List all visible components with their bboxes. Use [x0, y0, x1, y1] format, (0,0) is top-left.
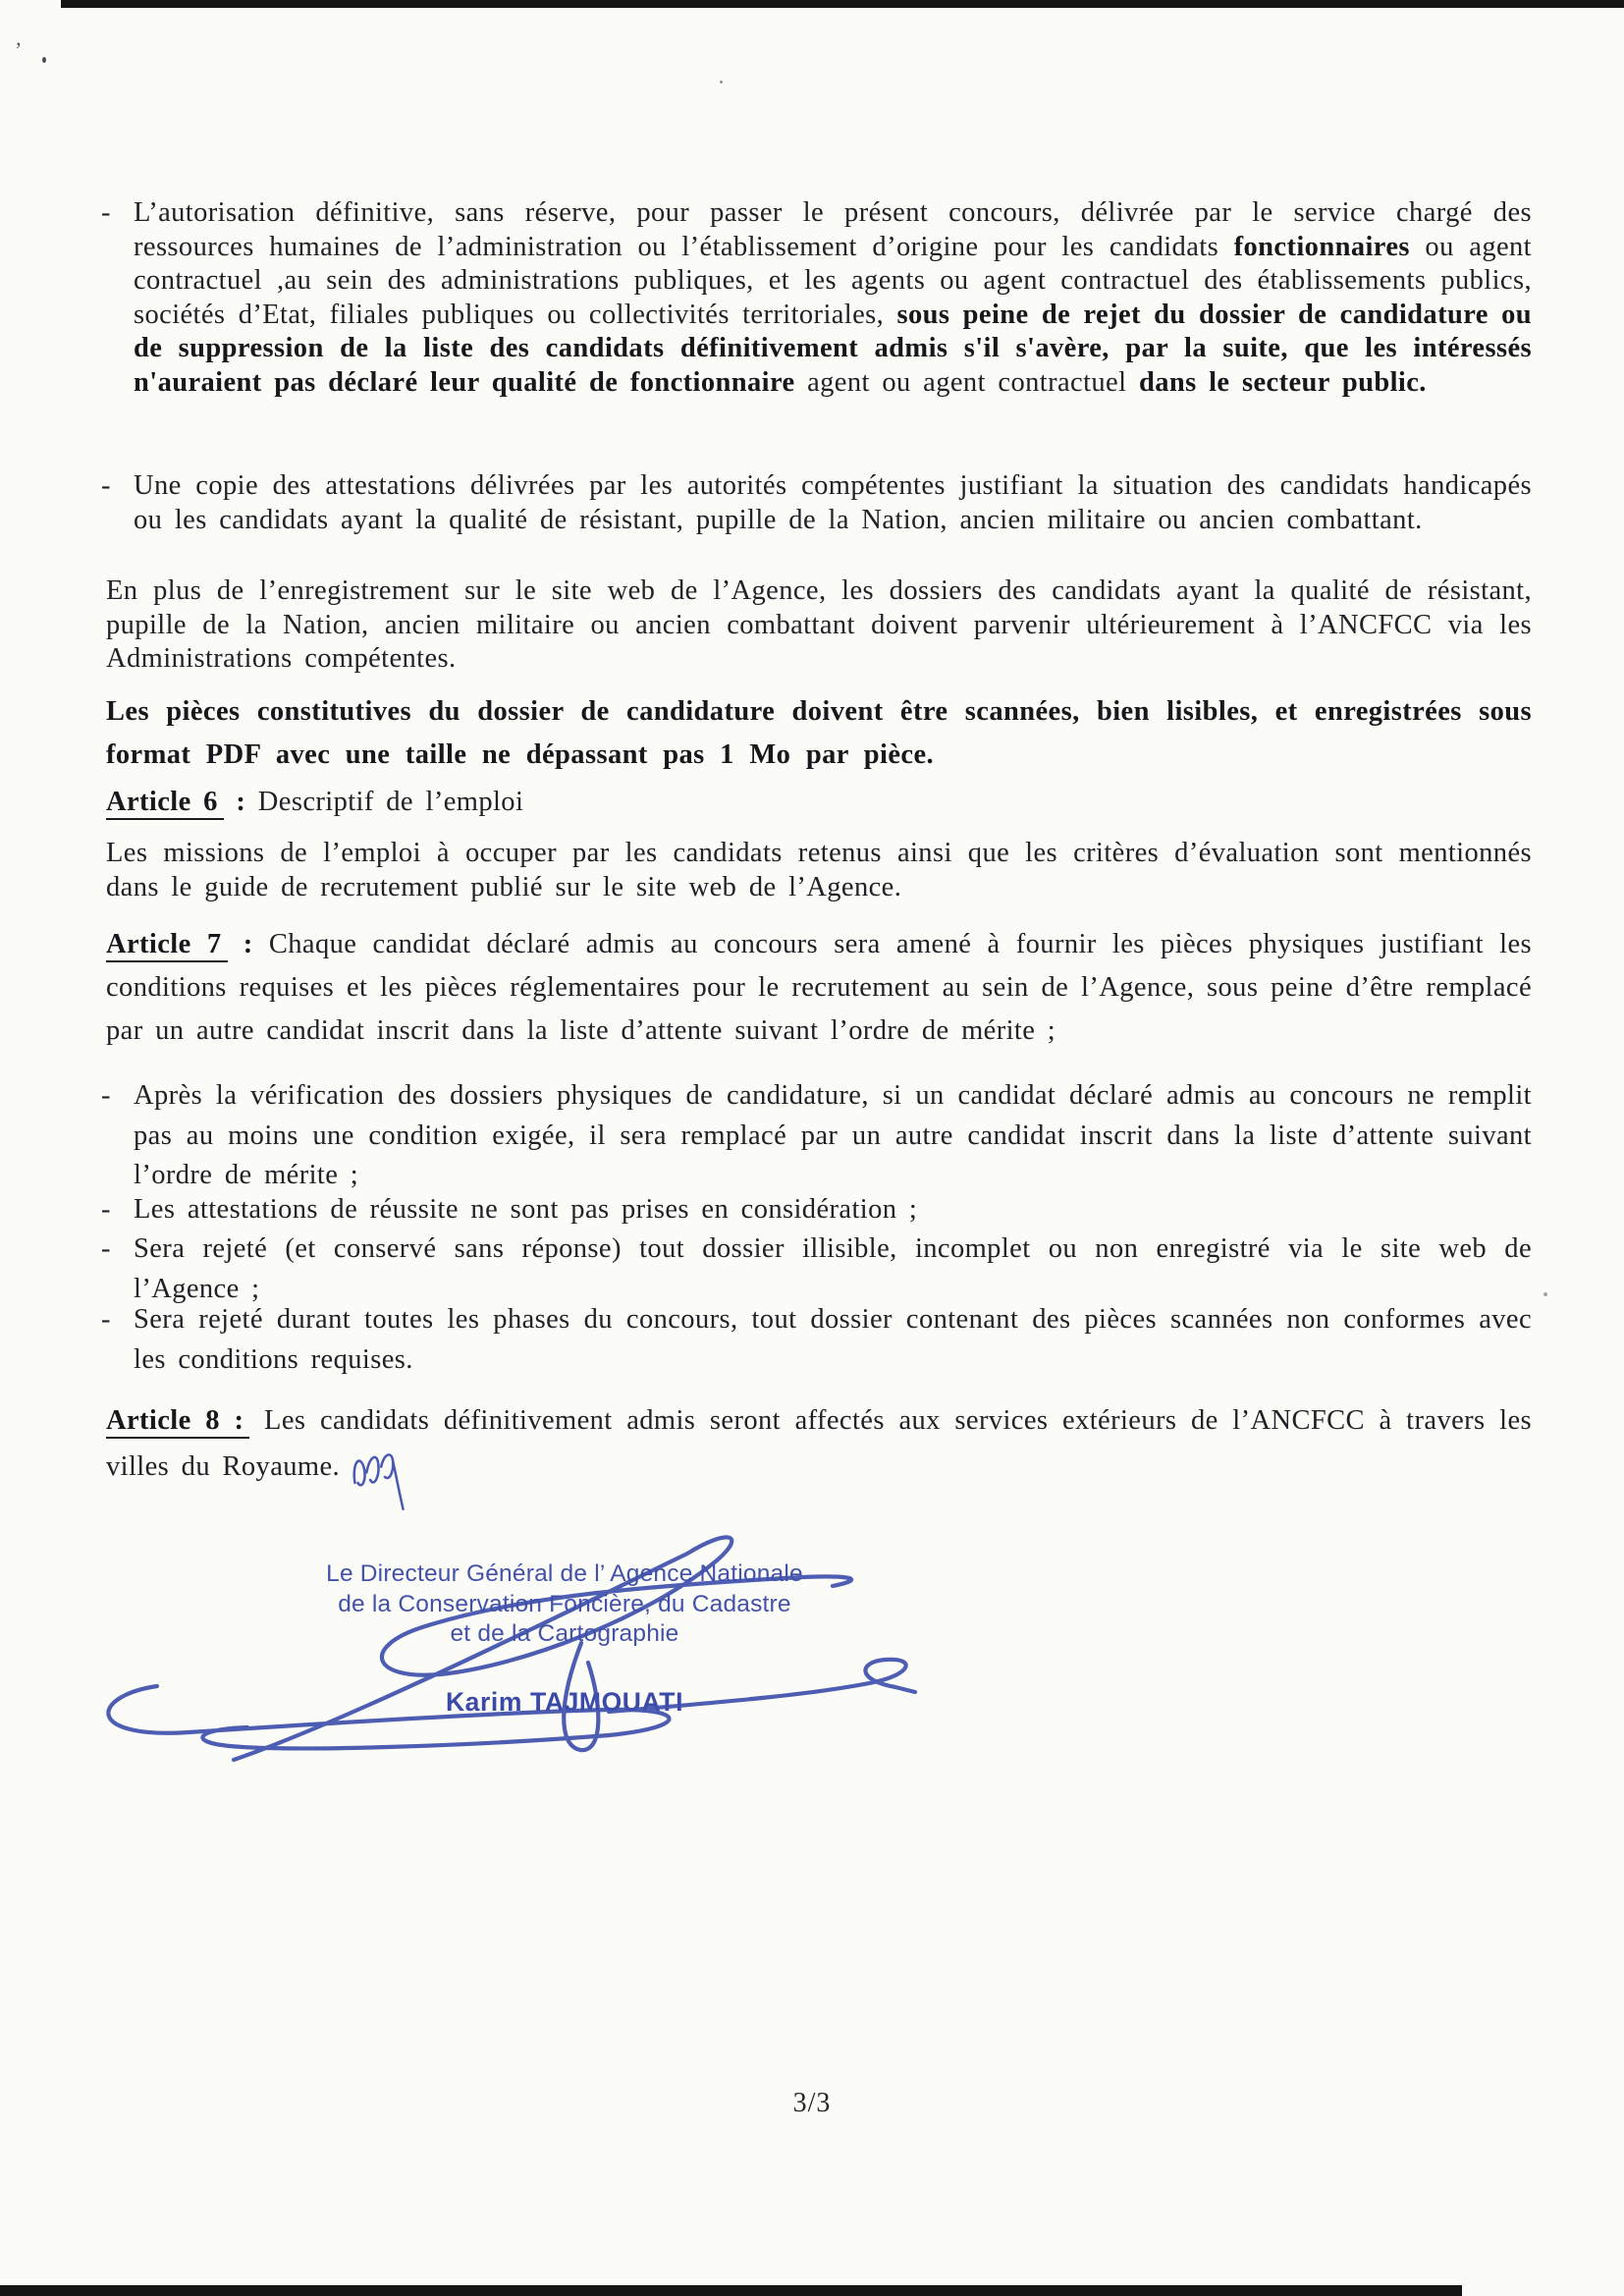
article-6-label: Article 6 — [106, 787, 224, 820]
bullet-dash: - — [101, 1304, 111, 1335]
article-7-text: Chaque candidat déclaré admis au concours sera amené à fournir les pièces physiques justifiant les conditions requises et les pièces réglementaires pour le recrutement au sein de l’Agence, sous peine d’être remplacé par un autre candidat inscrit dans la liste d’attente suivant l’ordre de mérite ; — [106, 929, 1532, 1046]
signatory-name: Karim TAJMOUATI — [445, 1686, 684, 1717]
article-6-heading — [106, 786, 1532, 820]
paragraph-pieces-pdf: Les pièces constitutives du dossier de candidature doivent être scannées, bien lisibles, et enregistrées sous format PDF avec une taille ne dépassant pas 1 Mo par pièce. — [106, 696, 1532, 770]
bullet-dash: - — [101, 197, 111, 228]
stamp-line-1: Le Directeur Général de l’ Agence Nationale — [326, 1560, 803, 1587]
list-item-text: Sera rejeté durant toutes les phases du concours, tout dossier contenant des pièces scannées non conformes avec les conditions requises. — [134, 1304, 1532, 1375]
list-item-text: Une copie des attestations délivrées par les autorités compétentes justifiant la situation des candidats handicapés ou les candidats ayant la qualité de résistant, pupille de la Nation, ancien militaire ou ancien combattant. — [134, 470, 1532, 535]
article-8-paragraph — [106, 1402, 1532, 1514]
bullet-dash: - — [101, 1194, 111, 1225]
bottom-scan-edge-bar — [0, 2285, 1462, 2296]
bullet-dash: - — [101, 1080, 111, 1111]
list-item-rejet-illisible — [101, 1230, 1532, 1309]
article-7-colon: : — [227, 929, 253, 959]
handwritten-paraph-icon — [348, 1440, 410, 1514]
scan-speck: ’ — [15, 37, 23, 62]
text-run-bold: dans le secteur public. — [1138, 366, 1427, 398]
page-number: 3/3 — [792, 2088, 832, 2118]
scan-speck — [42, 57, 46, 63]
scan-speck — [720, 81, 723, 83]
text-run: L’autorisation définitive, sans réserve, pour passer le présent concours, délivrée par le service chargé des ressources humaines de l’administration ou l’établissement d’origine pour les candidats — [134, 197, 1532, 262]
text-run-bold: fonctionnaires — [1233, 231, 1410, 262]
stamp-line-2: de la Conservation Foncière, du Cadastre — [338, 1590, 791, 1617]
article-7-paragraph — [106, 923, 1532, 1053]
bullet-dash: - — [101, 1233, 111, 1264]
scan-speck — [1543, 1292, 1547, 1296]
list-item-text: Après la vérification des dossiers physiques de candidature, si un candidat déclaré admis au concours ne remplit pas au moins une condition exigée, il sera remplacé par un autre candidat inscrit dans la liste d’attente suivant l’ordre de mérite ; — [134, 1080, 1532, 1190]
list-item-autorisation — [101, 196, 1532, 400]
stamp-line-3: et de la Cartographie — [450, 1620, 679, 1647]
bullet-dash: - — [101, 470, 111, 501]
article-8-label: Article 8 : — [106, 1405, 249, 1439]
list-item-text: Sera rejeté (et conservé sans réponse) tout dossier illisible, incomplet ou non enregistré via le site web de l’Agence ; — [134, 1233, 1532, 1304]
list-item-text — [134, 196, 1532, 400]
list-item-rejet-non-conformes — [101, 1300, 1532, 1380]
signature-scribble — [98, 1517, 933, 1768]
top-scan-edge-bar — [61, 0, 1624, 8]
paragraph-missions: Les missions de l’emploi à occuper par les candidats retenus ainsi que les critères d’évaluation sont mentionnés dans le guide de recrutement publié sur le site web de l’Agence. — [106, 838, 1532, 902]
article-6-colon: : — [223, 787, 246, 817]
article-8-text: Les candidats définitivement admis seront affectés aux services extérieurs de l’ANCFCC à travers les villes du Royaume. — [106, 1405, 1532, 1482]
text-run: agent ou agent contractuel — [794, 366, 1139, 398]
paragraph-enregistrement: En plus de l’enregistrement sur le site web de l’Agence, les dossiers des candidats ayant la qualité de résistant, pupille de la Nation, ancien militaire ou ancien combattant doivent parvenir ultérieurement à l’ANCFCC via les Administrations compétentes. — [106, 575, 1532, 674]
text-run: ou agent contractuel ,au sein des administrations publiques, et les agents ou agent contractuel des établissements publics, sociétés d’Etat, filiales publiques ou collectivités territoriales, — [134, 231, 1532, 330]
article-6-title: Descriptif de l’emploi — [245, 787, 524, 817]
list-item-text: Les attestations de réussite ne sont pas prises en considération ; — [134, 1194, 918, 1225]
article-7-label: Article 7 — [106, 929, 228, 962]
list-item-verification — [101, 1076, 1532, 1196]
list-item-copie-attestations — [101, 469, 1532, 537]
text-run-bold: sous peine de rejet du dossier de candidature ou de suppression de la liste des candidats définitivement admis s'il s'avère, par la suite, que les intéressés n'auraient pas déclaré leur qualité de fonctionnaire — [134, 299, 1532, 398]
list-item-attestations-reussite — [101, 1190, 1532, 1230]
